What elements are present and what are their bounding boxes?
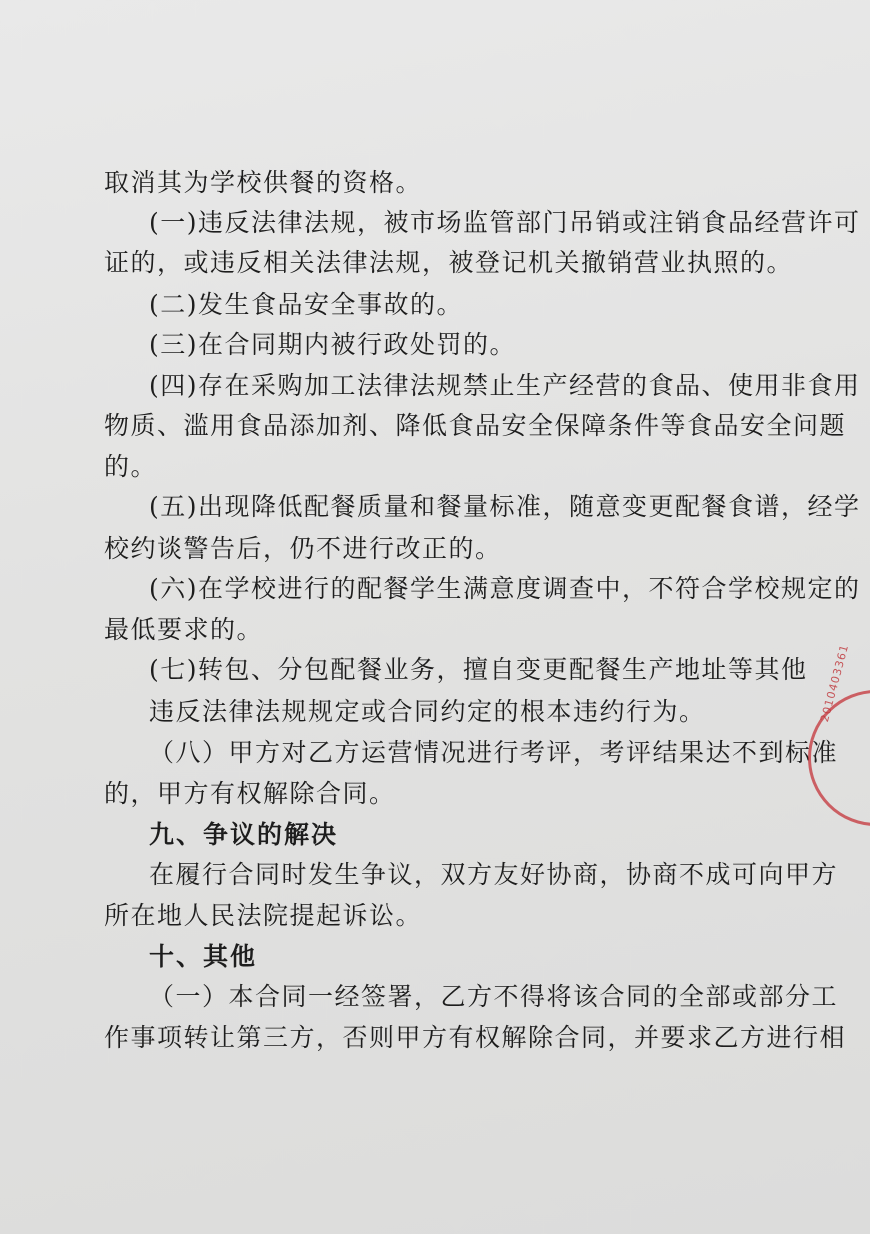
text-line: (五)出现降低配餐质量和餐量标准，随意变更配餐食谱，经学 [149, 492, 861, 521]
text-line: （八）甲方对乙方运营情况进行考评，考评结果达不到标准 [149, 738, 839, 767]
text-line: 的，甲方有权解除合同。 [104, 779, 396, 808]
text-line: (六)在学校进行的配餐学生满意度调查中，不符合学校规定的 [149, 574, 861, 603]
text-line: 物质、滥用食品添加剂、降低食品安全保障条件等食品安全问题 [104, 411, 847, 440]
text-line: (一)违反法律法规，被市场监管部门吊销或注销食品经营许可 [149, 208, 861, 237]
text-line: 作事项转让第三方，否则甲方有权解除合同，并要求乙方进行相 [104, 1023, 847, 1052]
text-line: 校约谈警告后，仍不进行改正的。 [104, 534, 502, 563]
text-line: 违反法律法规规定或合同约定的根本违约行为。 [149, 697, 706, 726]
section-heading: 十、其他 [149, 942, 258, 971]
text-line: 所在地人民法院提起诉讼。 [104, 901, 423, 930]
section-heading: 九、争议的解决 [149, 820, 339, 849]
text-line: (二)发生食品安全事故的。 [149, 290, 464, 319]
text-line: (三)在合同期内被行政处罚的。 [149, 330, 517, 359]
text-line: （一）本合同一经签署，乙方不得将该合同的全部或部分工 [149, 982, 839, 1011]
stamp-number: 2010403361 [818, 642, 852, 724]
text-line: 在履行合同时发生争议，双方友好协商，协商不成可向甲方 [149, 860, 839, 889]
text-line: 的。 [104, 452, 158, 481]
text-line: (四)存在采购加工法律法规禁止生产经营的食品、使用非食用 [149, 371, 861, 400]
text-line: 证的，或违反相关法律法规，被登记机关撤销营业执照的。 [104, 248, 794, 277]
text-line: (七)转包、分包配餐业务，擅自变更配餐生产地址等其他 [149, 655, 808, 684]
text-line: 最低要求的。 [104, 615, 264, 644]
text-line: 取消其为学校供餐的资格。 [104, 168, 423, 197]
